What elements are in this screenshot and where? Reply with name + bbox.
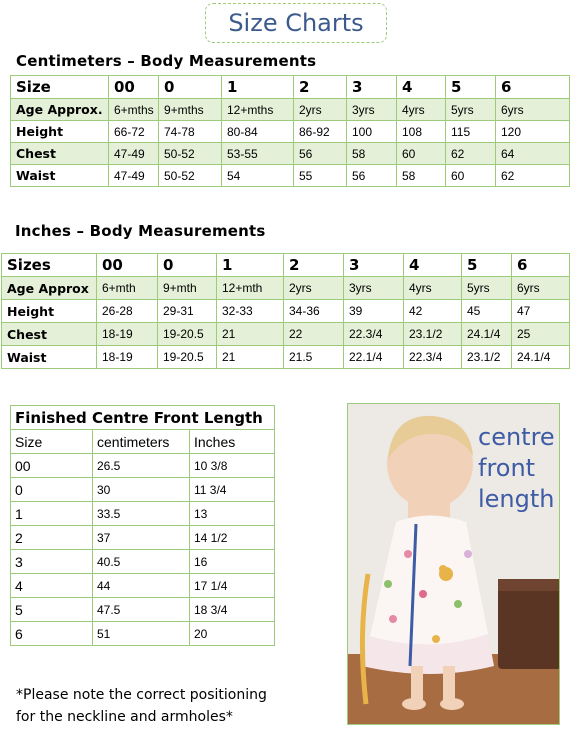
header-cell-size: Size bbox=[11, 76, 109, 99]
row-label: 5 bbox=[11, 598, 93, 622]
header-cell-size-6: 6 bbox=[512, 254, 570, 277]
table-cell: 24.1/4 bbox=[462, 323, 512, 346]
table-cell: 6+mths bbox=[109, 99, 159, 121]
table-cell: 6yrs bbox=[496, 99, 570, 121]
header-cell-size-1: 1 bbox=[222, 76, 294, 99]
table-cell: 51 bbox=[93, 622, 190, 646]
fcl-table bbox=[10, 405, 275, 646]
table-cell: 50-52 bbox=[159, 143, 222, 165]
table-cell: 25 bbox=[512, 323, 570, 346]
table-cell: 13 bbox=[190, 502, 275, 526]
inches-table bbox=[1, 253, 570, 369]
fcl-header-cell: Size bbox=[11, 430, 93, 454]
table-cell: 47-49 bbox=[109, 165, 159, 187]
row-label: Waist bbox=[11, 165, 109, 187]
table-row bbox=[2, 300, 570, 323]
table-cell: 9+mths bbox=[159, 99, 222, 121]
fcl-heading: Finished Centre Front Length bbox=[11, 406, 275, 430]
table-row bbox=[11, 478, 275, 502]
table-cell: 29-31 bbox=[158, 300, 217, 323]
table-cell: 19-20.5 bbox=[158, 323, 217, 346]
header-cell-size-0: 0 bbox=[159, 76, 222, 99]
table-cell: 47.5 bbox=[93, 598, 190, 622]
row-label: 6 bbox=[11, 622, 93, 646]
table-cell: 19-20.5 bbox=[158, 346, 217, 369]
table-cell: 50-52 bbox=[159, 165, 222, 187]
header-cell-size-3: 3 bbox=[344, 254, 404, 277]
table-cell: 23.1/2 bbox=[404, 323, 462, 346]
table-cell: 37 bbox=[93, 526, 190, 550]
page-title: Size Charts bbox=[228, 9, 364, 37]
row-label: Waist bbox=[2, 346, 97, 369]
table-cell: 44 bbox=[93, 574, 190, 598]
table-cell: 47 bbox=[512, 300, 570, 323]
row-label: 4 bbox=[11, 574, 93, 598]
header-cell-size-2: 2 bbox=[294, 76, 347, 99]
label-line-2: front bbox=[478, 454, 536, 482]
table-cell: 56 bbox=[294, 143, 347, 165]
table-cell: 120 bbox=[496, 121, 570, 143]
table-row bbox=[11, 99, 570, 121]
table-row bbox=[2, 323, 570, 346]
table-row bbox=[11, 598, 275, 622]
table-cell: 5yrs bbox=[446, 99, 496, 121]
table-cell: 2yrs bbox=[284, 277, 344, 300]
table-row bbox=[11, 165, 570, 187]
table-cell: 34-36 bbox=[284, 300, 344, 323]
table-cell: 22 bbox=[284, 323, 344, 346]
header-cell-size-5: 5 bbox=[446, 76, 496, 99]
table-row bbox=[11, 574, 275, 598]
table-cell: 47-49 bbox=[109, 143, 159, 165]
table-cell: 18 3/4 bbox=[190, 598, 275, 622]
table-cell: 18-19 bbox=[97, 346, 158, 369]
fcl-header-cell: centimeters bbox=[93, 430, 190, 454]
table-cell: 62 bbox=[496, 165, 570, 187]
table-cell: 20 bbox=[190, 622, 275, 646]
row-label: 2 bbox=[11, 526, 93, 550]
table-row bbox=[2, 346, 570, 369]
header-cell-size: Sizes bbox=[2, 254, 97, 277]
table-cell: 16 bbox=[190, 550, 275, 574]
centre-front-length-label bbox=[478, 422, 555, 515]
header-cell-size-3: 3 bbox=[347, 76, 397, 99]
header-cell-size-5: 5 bbox=[462, 254, 512, 277]
table-cell: 26-28 bbox=[97, 300, 158, 323]
table-cell: 21 bbox=[217, 323, 284, 346]
row-label: Chest bbox=[11, 143, 109, 165]
row-label: Height bbox=[2, 300, 97, 323]
table-cell: 12+mth bbox=[217, 277, 284, 300]
header-cell-size-4: 4 bbox=[404, 254, 462, 277]
table-cell: 23.1/2 bbox=[462, 346, 512, 369]
label-line-3: length bbox=[478, 485, 555, 513]
table-cell: 6yrs bbox=[512, 277, 570, 300]
table-cell: 66-72 bbox=[109, 121, 159, 143]
table-cell: 18-19 bbox=[97, 323, 158, 346]
table-cell: 10 3/8 bbox=[190, 454, 275, 478]
table-cell: 86-92 bbox=[294, 121, 347, 143]
table-cell: 11 3/4 bbox=[190, 478, 275, 502]
table-cell: 32-33 bbox=[217, 300, 284, 323]
header-cell-size-0: 0 bbox=[158, 254, 217, 277]
table-cell: 17 1/4 bbox=[190, 574, 275, 598]
row-label: Age Approx bbox=[2, 277, 97, 300]
inches-heading: Inches – Body Measurements bbox=[15, 222, 266, 240]
header-row bbox=[11, 76, 570, 99]
cm-table bbox=[10, 75, 570, 187]
table-cell: 45 bbox=[462, 300, 512, 323]
table-cell: 53-55 bbox=[222, 143, 294, 165]
table-cell: 100 bbox=[347, 121, 397, 143]
table-cell: 62 bbox=[446, 143, 496, 165]
table-cell: 108 bbox=[397, 121, 446, 143]
table-cell: 54 bbox=[222, 165, 294, 187]
table-cell: 60 bbox=[446, 165, 496, 187]
table-row bbox=[11, 526, 275, 550]
table-row bbox=[11, 121, 570, 143]
header-cell-size-00: 00 bbox=[109, 76, 159, 99]
table-cell: 21.5 bbox=[284, 346, 344, 369]
table-cell: 74-78 bbox=[159, 121, 222, 143]
cm-heading: Centimeters – Body Measurements bbox=[16, 52, 317, 70]
table-cell: 2yrs bbox=[294, 99, 347, 121]
header-row bbox=[2, 254, 570, 277]
row-label: 0 bbox=[11, 478, 93, 502]
table-cell: 22.1/4 bbox=[344, 346, 404, 369]
row-label: 00 bbox=[11, 454, 93, 478]
title-box bbox=[205, 3, 387, 43]
fcl-header-row bbox=[11, 430, 275, 454]
header-cell-size-4: 4 bbox=[397, 76, 446, 99]
note-line-2: for the neckline and armholes* bbox=[16, 709, 233, 725]
table-cell: 42 bbox=[404, 300, 462, 323]
header-cell-size-00: 00 bbox=[97, 254, 158, 277]
row-label: 3 bbox=[11, 550, 93, 574]
header-cell-size-1: 1 bbox=[217, 254, 284, 277]
table-cell: 33.5 bbox=[93, 502, 190, 526]
table-cell: 39 bbox=[344, 300, 404, 323]
note-line-1: *Please note the correct positioning bbox=[16, 687, 267, 703]
table-cell: 55 bbox=[294, 165, 347, 187]
table-cell: 4yrs bbox=[404, 277, 462, 300]
table-cell: 14 1/2 bbox=[190, 526, 275, 550]
table-cell: 60 bbox=[397, 143, 446, 165]
table-cell: 24.1/4 bbox=[512, 346, 570, 369]
table-row bbox=[11, 143, 570, 165]
table-cell: 26.5 bbox=[93, 454, 190, 478]
table-row bbox=[11, 550, 275, 574]
table-cell: 64 bbox=[496, 143, 570, 165]
row-label: Height bbox=[11, 121, 109, 143]
table-cell: 30 bbox=[93, 478, 190, 502]
table-cell: 4yrs bbox=[397, 99, 446, 121]
fcl-header-cell: Inches bbox=[190, 430, 275, 454]
table-cell: 58 bbox=[397, 165, 446, 187]
table-cell: 21 bbox=[217, 346, 284, 369]
fcl-title-row bbox=[11, 406, 275, 430]
table-cell: 9+mth bbox=[158, 277, 217, 300]
table-cell: 3yrs bbox=[344, 277, 404, 300]
table-cell: 22.3/4 bbox=[404, 346, 462, 369]
header-cell-size-2: 2 bbox=[284, 254, 344, 277]
table-cell: 56 bbox=[347, 165, 397, 187]
table-row bbox=[11, 502, 275, 526]
table-row bbox=[11, 622, 275, 646]
table-row bbox=[2, 277, 570, 300]
table-cell: 115 bbox=[446, 121, 496, 143]
table-cell: 3yrs bbox=[347, 99, 397, 121]
label-line-1: centre bbox=[478, 423, 555, 451]
baby-dress-photo bbox=[347, 403, 560, 725]
header-cell-size-6: 6 bbox=[496, 76, 570, 99]
table-cell: 58 bbox=[347, 143, 397, 165]
table-cell: 40.5 bbox=[93, 550, 190, 574]
table-row bbox=[11, 454, 275, 478]
table-cell: 80-84 bbox=[222, 121, 294, 143]
row-label: Age Approx. bbox=[11, 99, 109, 121]
positioning-note bbox=[16, 684, 267, 728]
table-cell: 22.3/4 bbox=[344, 323, 404, 346]
row-label: Chest bbox=[2, 323, 97, 346]
table-cell: 5yrs bbox=[462, 277, 512, 300]
row-label: 1 bbox=[11, 502, 93, 526]
table-cell: 12+mths bbox=[222, 99, 294, 121]
table-cell: 6+mth bbox=[97, 277, 158, 300]
